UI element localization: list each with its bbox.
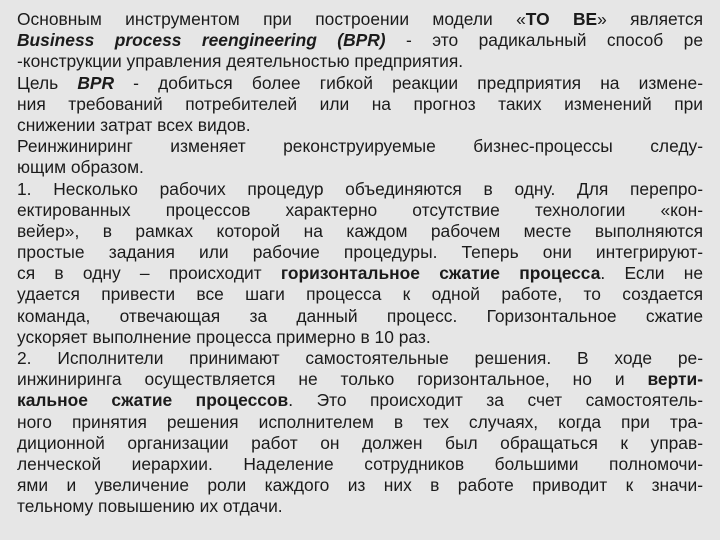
- text-run: команда, отвечающая за данный процесс. Горизонтальное сжатие: [17, 305, 703, 326]
- text-run: инжиниринга осуществляется не только горизонтальное, но и: [17, 369, 648, 390]
- text-line: [17, 496, 703, 517]
- text-run: удается привести все шаги процесса к одной работе, то создается: [17, 284, 703, 305]
- text-run: вейер», в рамках которой на каждом рабочем месте выполняются: [17, 220, 703, 241]
- text-run: снижении затрат всех видов.: [17, 114, 251, 135]
- text-line: [17, 306, 703, 327]
- text-run: Основным инструментом при построении модели «: [17, 9, 526, 29]
- text-run: . Это происходит за счет самостоятель-: [288, 390, 703, 411]
- text-run: » является: [597, 9, 703, 29]
- text-run: Цель: [17, 72, 78, 93]
- text-line: [17, 242, 703, 263]
- text-line: [17, 200, 703, 221]
- text-run: диционной организации работ он должен был обращаться к управ-: [17, 432, 703, 453]
- emphasized-text: BPR: [77, 72, 115, 93]
- text-line: [17, 433, 703, 454]
- text-run: Реинжиниринг изменяет реконструируемые бизнес-процессы следу-: [17, 136, 703, 157]
- paragraph: [17, 179, 703, 349]
- emphasized-text: кальное сжатие процессов: [17, 390, 289, 411]
- text-line: [17, 30, 703, 51]
- text-line: [17, 115, 703, 136]
- text-run: . Если не: [600, 263, 703, 284]
- emphasized-text: TO BE: [525, 9, 598, 29]
- text-line: [17, 390, 703, 411]
- text-run: ускоряет выполнение процесса примерно в 10 раз.: [17, 326, 431, 347]
- text-line: [17, 51, 703, 72]
- text-run: тельному повышению их отдачи.: [17, 496, 283, 517]
- emphasized-text: горизонтальное сжатие процесса: [280, 263, 601, 284]
- text-run: ния требований потребителей или на прогноз таких изменений при: [17, 93, 703, 114]
- text-line: [17, 9, 703, 30]
- paragraph: [17, 348, 703, 518]
- text-line: [17, 157, 703, 178]
- text-line: [17, 327, 703, 348]
- text-run: ями и увеличение роли каждого из них в работе приводит к значи-: [17, 475, 703, 496]
- text-line: [17, 221, 703, 242]
- text-run: 1. Несколько рабочих процедур объединяются в одну. Для перепро-: [17, 178, 703, 199]
- text-line: [17, 179, 703, 200]
- text-line: [17, 369, 703, 390]
- text-run: ленческой иерархии. Наделение сотрудников большими полномочи-: [17, 453, 703, 474]
- text-line: [17, 348, 703, 369]
- text-run: -конструкции управления деятельностью предприятия.: [17, 51, 464, 72]
- text-run: - это радикальный способ ре: [385, 30, 703, 51]
- text-line: [17, 475, 703, 496]
- text-line: [17, 263, 703, 284]
- text-line: [17, 73, 703, 94]
- text-line: [17, 284, 703, 305]
- text-run: ного принятия решения исполнителем в тех случаях, когда при тра-: [17, 411, 703, 432]
- slide-body-text: [17, 9, 703, 518]
- text-line: [17, 454, 703, 475]
- emphasized-text: верти-: [647, 369, 703, 390]
- text-run: 2. Исполнители принимают самостоятельные решения. В ходе ре-: [17, 348, 703, 368]
- text-line: [17, 136, 703, 157]
- text-run: ся в одну – происходит: [17, 263, 281, 284]
- text-line: [17, 412, 703, 433]
- paragraph: [17, 136, 703, 178]
- text-run: простые задания или рабочие процедуры. Теперь они интегрируют-: [17, 242, 703, 263]
- paragraph: [17, 9, 703, 73]
- text-line: [17, 94, 703, 115]
- text-run: ющим образом.: [17, 157, 144, 178]
- text-run: ектированных процессов характерно отсутствие технологии «кон-: [17, 199, 703, 220]
- emphasized-text: Business process reengineering (BPR): [17, 30, 386, 51]
- text-run: - добиться более гибкой реакции предприятия на измене-: [114, 72, 703, 93]
- paragraph: [17, 73, 703, 137]
